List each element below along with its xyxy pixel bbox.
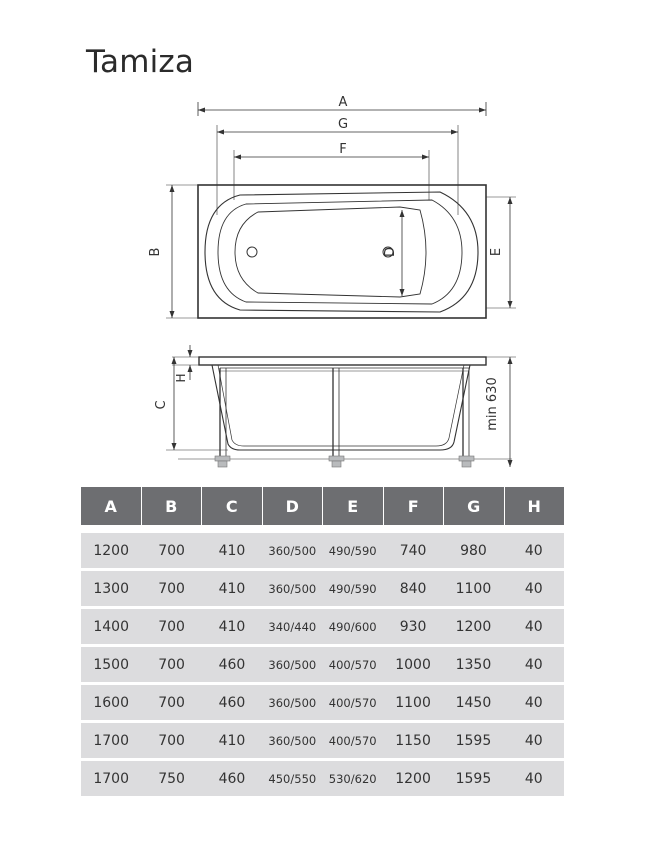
- table-cell: 700: [158, 694, 185, 711]
- top-view: [166, 102, 516, 318]
- column-header-h: H: [527, 496, 541, 516]
- table-cell: 700: [158, 656, 185, 673]
- table-cell: 1350: [455, 656, 492, 673]
- table-cell: 360/500: [268, 657, 317, 672]
- table-cell: 700: [158, 542, 185, 559]
- table-cell: 400/570: [328, 733, 377, 748]
- table-cell: 700: [158, 618, 185, 635]
- table-cell: 1300: [93, 580, 129, 597]
- table-cell: 1400: [93, 618, 129, 635]
- table-row: [81, 761, 564, 796]
- table-cell: 700: [158, 580, 185, 597]
- table-cell: 410: [218, 732, 246, 749]
- table-cell: 40: [524, 694, 543, 711]
- label-f: F: [339, 142, 347, 157]
- table-row: [81, 571, 564, 606]
- table-header: [81, 487, 564, 525]
- table-cell: 460: [218, 656, 246, 673]
- table-cell: 410: [218, 542, 246, 559]
- table-cell: 360/500: [268, 733, 317, 748]
- table-cell: 360/500: [268, 543, 317, 558]
- table-cell: 40: [524, 732, 543, 749]
- table-cell: 490/600: [328, 619, 377, 634]
- table-cell: 400/570: [328, 695, 377, 710]
- page-title: Tamiza: [86, 44, 195, 80]
- table-cell: 1000: [395, 656, 431, 673]
- table-cell: 400/570: [328, 657, 377, 672]
- table-cell: 530/620: [328, 771, 377, 786]
- table-row: [81, 533, 564, 568]
- column-header-a: A: [81, 487, 142, 525]
- table-cell: 1600: [93, 694, 129, 711]
- label-min-630: min 630: [485, 377, 500, 431]
- column-header-f: F: [384, 487, 445, 525]
- table-cell: 980: [460, 542, 487, 559]
- label-h: H: [174, 373, 188, 383]
- table-cell: 930: [399, 618, 427, 635]
- table-row: [81, 685, 564, 720]
- column-header-b: B: [142, 487, 203, 525]
- table-cell: 340/440: [268, 619, 317, 634]
- table-cell: 740: [399, 542, 427, 559]
- table-cell: 360/500: [268, 695, 317, 710]
- table-cell: 360/500: [268, 581, 317, 596]
- label-a: A: [338, 95, 348, 110]
- table-cell: 1100: [395, 694, 431, 711]
- column-header-e: E: [323, 487, 384, 525]
- side-view: [166, 345, 516, 467]
- table-cell: 700: [158, 732, 185, 749]
- table-cell: 40: [524, 770, 543, 787]
- table-cell: 450/550: [268, 771, 317, 786]
- table-cell: 40: [524, 580, 543, 597]
- table-cell: 1595: [455, 732, 492, 749]
- table-cell: 410: [218, 580, 246, 597]
- table-cell: 40: [524, 618, 543, 635]
- table-cell: 410: [218, 618, 246, 635]
- table-cell: 1150: [395, 732, 431, 749]
- table-cell: 1500: [93, 656, 129, 673]
- column-header-c: C: [202, 487, 263, 525]
- table-cell: 460: [218, 770, 246, 787]
- label-c: C: [154, 400, 169, 410]
- label-b: B: [148, 247, 163, 257]
- label-d: D: [383, 246, 398, 258]
- table-row: [81, 723, 564, 758]
- frame-feet: [215, 456, 474, 467]
- table-cell: 1450: [455, 694, 492, 711]
- table-cell: 40: [524, 542, 543, 559]
- table-cell: 1200: [395, 770, 431, 787]
- table-cell: 1200: [93, 542, 129, 559]
- table-row: [81, 609, 564, 644]
- label-e: E: [489, 247, 504, 257]
- table-cell: 1700: [93, 770, 129, 787]
- dimensions-table: [81, 487, 564, 799]
- table-cell: 1100: [455, 580, 492, 597]
- column-header-d: D: [263, 487, 324, 525]
- table-cell: 40: [524, 656, 543, 673]
- table-body: [81, 533, 564, 796]
- table-cell: 460: [218, 694, 246, 711]
- column-header-g: G: [444, 487, 505, 525]
- table-row: [81, 647, 564, 682]
- table-cell: 1595: [455, 770, 492, 787]
- label-g: G: [337, 117, 349, 132]
- table-cell: 1700: [93, 732, 129, 749]
- table-cell: 750: [158, 770, 185, 787]
- table-cell: 840: [399, 580, 427, 597]
- table-cell: 490/590: [328, 543, 377, 558]
- table-cell: 1200: [455, 618, 492, 635]
- table-cell: 490/590: [328, 581, 377, 596]
